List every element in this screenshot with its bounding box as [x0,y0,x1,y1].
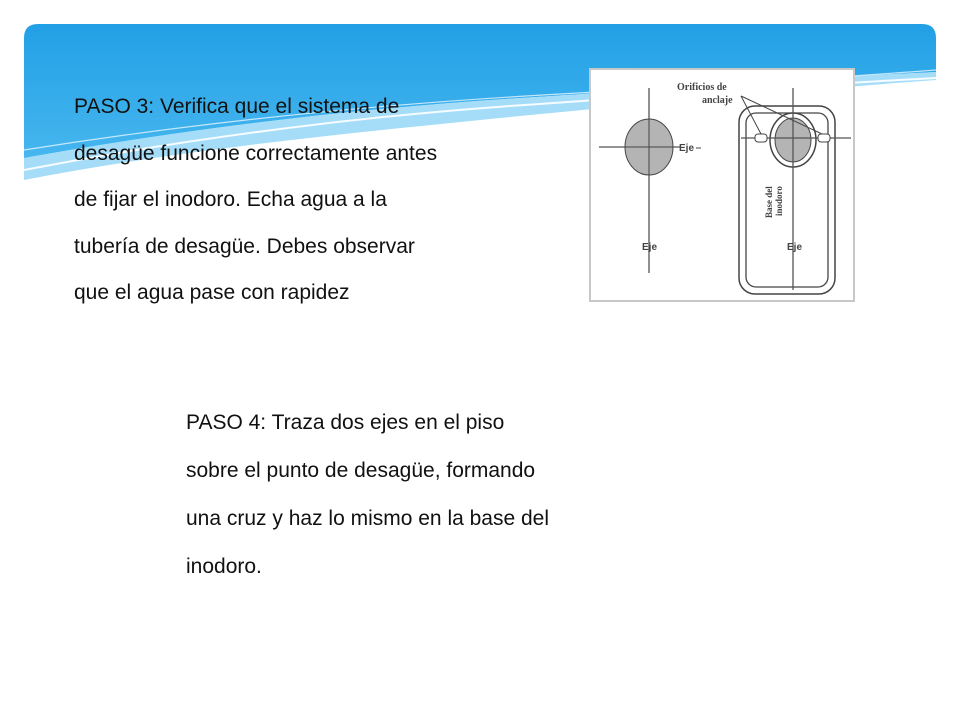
label-orificios-line2: anclaje [702,95,733,106]
paso4-line: PASO 4: Traza dos ejes en el piso [186,411,505,434]
paso3-line: tubería de desagüe. Debes observar [74,234,415,258]
paso3-line: desagüe funcione correctamente antes [74,141,438,165]
paso4-line: inodoro. [186,555,262,578]
label-base-line1: Base del [764,186,774,218]
paso4-line: sobre el punto de desagüe, formando [186,459,536,482]
label-eje-left-v: Eje [642,242,658,253]
anchor-hole-left [755,134,767,142]
paso3-line: PASO 3: Verifica que el sistema de [74,95,400,118]
anchor-hole-right [818,134,830,142]
paso4-line: una cruz y haz lo mismo en la base del [186,507,550,530]
label-eje-left-h: Eje [679,143,695,154]
label-base-line2: inodoro [774,186,784,216]
paso3-text [74,84,544,317]
toilet-axes-diagram [589,68,855,302]
paso3-line: que el agua pase con rapidez [74,281,350,304]
paso3-line: de fijar el inodoro. Echa agua a la [74,188,387,211]
paso4-text [186,399,666,591]
label-eje-right-v: Eje [787,242,803,253]
label-orificios-line1: Orificios de [677,82,727,93]
